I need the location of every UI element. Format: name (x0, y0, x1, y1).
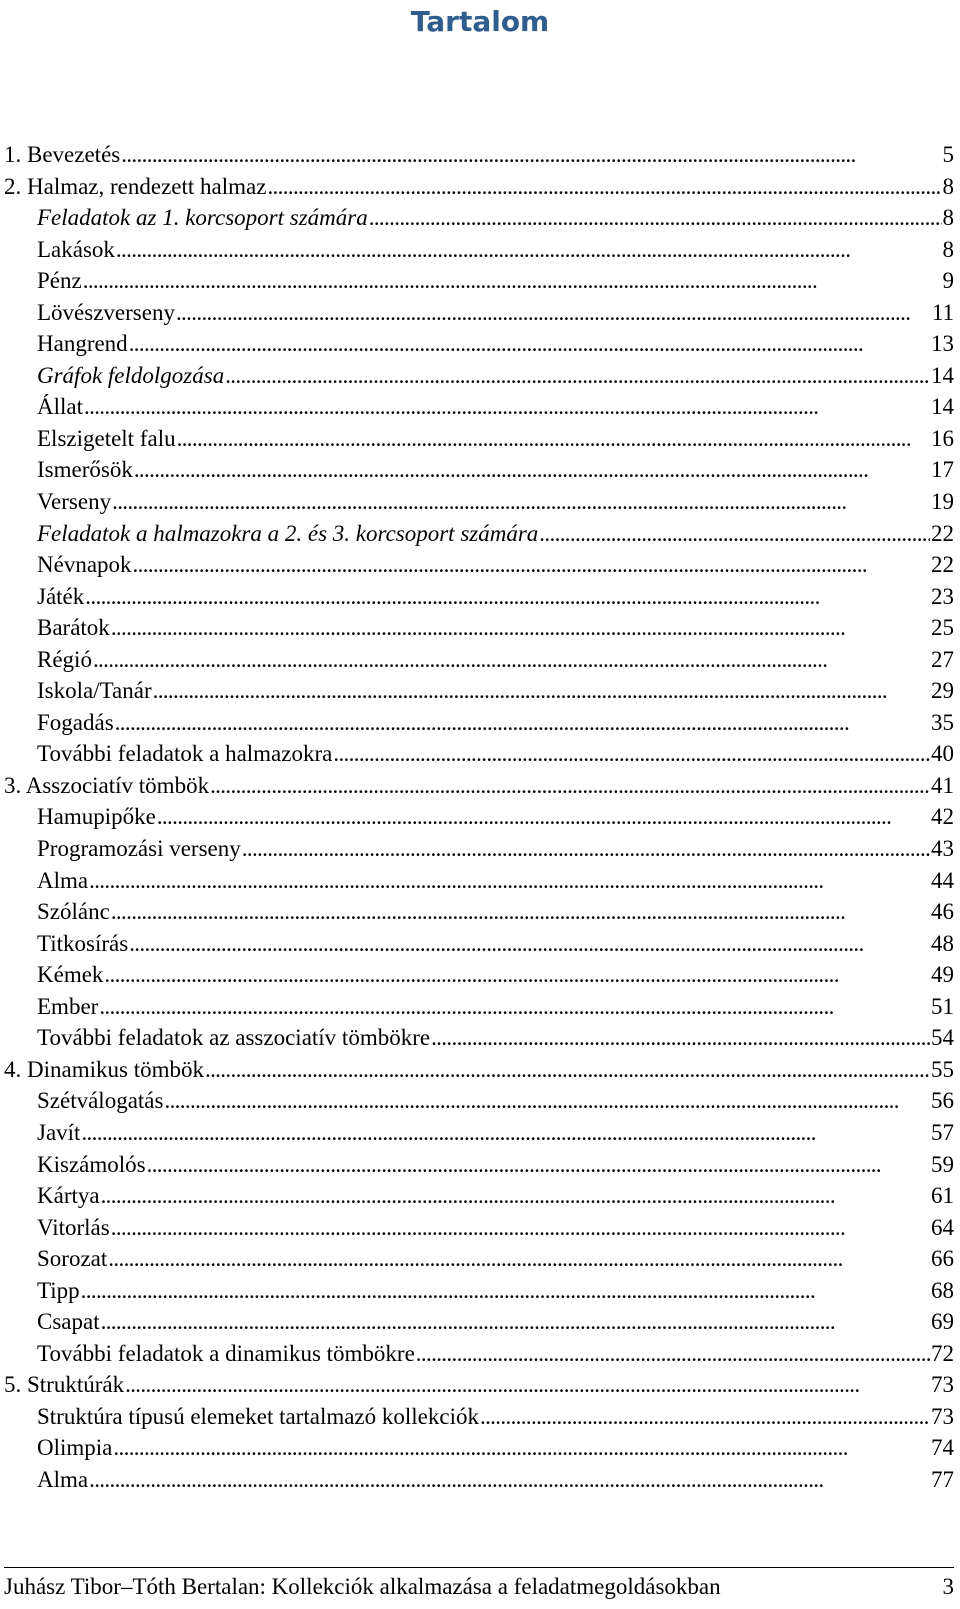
toc-entry-page-number: 43 (931, 836, 954, 862)
toc-entry-label: 2. Halmaz, rendezett halmaz (4, 173, 267, 199)
toc-entry-page-number: 54 (931, 1025, 954, 1051)
toc-entry-label: Alma (37, 867, 89, 893)
toc-entry-label: Régió (37, 646, 92, 672)
toc-entry[interactable] (4, 581, 954, 613)
toc-dot-leader (104, 959, 930, 991)
toc-entry-label: Iskola/Tanár (37, 678, 152, 704)
toc-entry-page-number: 14 (931, 394, 954, 420)
toc-entry-label: Kémek (37, 962, 104, 988)
toc-entry-page-number: 55 (931, 1056, 954, 1082)
toc-entry[interactable] (4, 328, 954, 360)
toc-entry-label: Titkosírás (37, 930, 129, 956)
toc-entry[interactable] (4, 896, 954, 928)
toc-entry-label: Verseny (37, 489, 112, 515)
toc-entry[interactable] (4, 234, 954, 266)
toc-dot-leader (205, 1054, 930, 1086)
toc-entry[interactable] (4, 644, 954, 676)
toc-entry-page-number: 40 (931, 741, 954, 767)
toc-entry[interactable] (4, 1085, 954, 1117)
toc-entry-page-number: 49 (931, 962, 954, 988)
toc-entry[interactable] (4, 707, 954, 739)
toc-entry-page-number: 68 (931, 1277, 954, 1303)
toc-dot-leader (133, 549, 930, 581)
toc-entry[interactable] (4, 265, 954, 297)
toc-entry[interactable] (4, 1243, 954, 1275)
toc-entry-page-number: 44 (931, 867, 954, 893)
toc-dot-leader (81, 1275, 930, 1307)
toc-dot-leader (116, 234, 942, 266)
toc-entry-label: Lakások (37, 236, 115, 262)
toc-dot-leader (111, 1212, 930, 1244)
toc-dot-leader (84, 391, 930, 423)
toc-entry-label: Névnapok (37, 552, 132, 578)
toc-dot-leader (177, 423, 930, 455)
toc-entry-page-number: 8 (942, 173, 954, 199)
toc-entry-page-number: 11 (931, 299, 954, 325)
toc-entry[interactable] (4, 139, 954, 171)
toc-entry-label: Ismerősök (37, 457, 133, 483)
toc-entry[interactable] (4, 360, 954, 392)
toc-dot-leader (431, 1022, 930, 1054)
toc-entry-label: Lövészverseny (37, 299, 175, 325)
toc-entry-label: Elszigetelt falu (37, 425, 176, 451)
toc-dot-leader (480, 1401, 930, 1433)
toc-dot-leader (416, 1338, 930, 1370)
page-title: Tartalom (410, 5, 550, 38)
toc-entry-page-number: 8 (942, 205, 954, 231)
toc-dot-leader (81, 1117, 930, 1149)
toc-entry[interactable] (4, 1338, 954, 1370)
toc-entry-label: Csapat (37, 1309, 100, 1335)
toc-entry-page-number: 61 (931, 1183, 954, 1209)
toc-dot-leader (121, 139, 941, 171)
toc-entry[interactable] (4, 1275, 954, 1307)
toc-entry-page-number: 73 (931, 1372, 954, 1398)
toc-entry-label: Olimpia (37, 1435, 113, 1461)
toc-entry[interactable] (4, 1464, 954, 1496)
toc-entry-page-number: 56 (931, 1088, 954, 1114)
toc-entry-label: Ember (37, 993, 99, 1019)
table-of-contents (4, 139, 954, 1496)
toc-entry-label: Hangrend (37, 331, 128, 357)
toc-dot-leader (539, 518, 930, 550)
toc-entry-label: 4. Dinamikus tömbök (4, 1056, 204, 1082)
toc-entry-label: Kiszámolós (37, 1151, 146, 1177)
toc-entry[interactable] (4, 738, 954, 770)
toc-entry-page-number: 29 (931, 678, 954, 704)
toc-entry-page-number: 74 (931, 1435, 954, 1461)
toc-entry-page-number: 16 (931, 425, 954, 451)
toc-dot-leader (157, 801, 930, 833)
toc-entry-label: Állat (37, 394, 83, 420)
toc-entry-label: További feladatok a halmazokra (37, 741, 333, 767)
toc-entry-page-number: 5 (942, 142, 954, 167)
toc-entry[interactable] (4, 1401, 954, 1433)
toc-entry-page-number: 57 (931, 1119, 954, 1145)
toc-entry-label: Szétválogatás (37, 1088, 164, 1114)
toc-dot-leader (134, 454, 930, 486)
toc-entry-page-number: 14 (931, 362, 954, 388)
toc-dot-leader (242, 833, 930, 865)
toc-entry[interactable] (4, 1180, 954, 1212)
toc-entry-page-number: 13 (931, 331, 954, 357)
toc-entry-label: Barátok (37, 615, 110, 641)
toc-dot-leader (89, 865, 930, 897)
toc-dot-leader (267, 171, 941, 203)
toc-entry-page-number: 66 (931, 1246, 954, 1272)
toc-entry-page-number: 17 (931, 457, 954, 483)
toc-entry-page-number: 73 (931, 1403, 954, 1429)
toc-entry[interactable] (4, 297, 954, 329)
toc-entry[interactable] (4, 675, 954, 707)
toc-dot-leader (333, 738, 930, 770)
toc-dot-leader (129, 928, 930, 960)
toc-dot-leader (112, 486, 930, 518)
toc-dot-leader (101, 1306, 930, 1338)
toc-dot-leader (125, 1369, 930, 1401)
toc-dot-leader (108, 1243, 930, 1275)
toc-dot-leader (101, 1180, 930, 1212)
toc-entry-page-number: 69 (931, 1309, 954, 1335)
toc-dot-leader (93, 644, 930, 676)
toc-dot-leader (369, 202, 942, 234)
toc-entry-page-number: 23 (931, 583, 954, 609)
toc-entry-label: Sorozat (37, 1246, 108, 1272)
toc-dot-leader (85, 581, 930, 613)
toc-dot-leader (129, 328, 930, 360)
toc-entry[interactable] (4, 1432, 954, 1464)
toc-entry-page-number: 51 (931, 993, 954, 1019)
footer-page-number: 3 (942, 1574, 954, 1599)
toc-entry-page-number: 46 (931, 899, 954, 925)
toc-entry[interactable] (4, 1369, 954, 1401)
toc-entry[interactable] (4, 1149, 954, 1181)
toc-entry-page-number: 64 (931, 1214, 954, 1240)
toc-dot-leader (89, 1464, 930, 1496)
toc-entry-page-number: 9 (942, 268, 954, 294)
toc-entry-label: 5. Struktúrák (4, 1372, 125, 1398)
toc-entry[interactable] (4, 612, 954, 644)
toc-entry-label: Gráfok feldolgozása (37, 362, 225, 388)
toc-dot-leader (210, 770, 930, 802)
toc-entry[interactable] (4, 1054, 954, 1086)
toc-entry[interactable] (4, 928, 954, 960)
toc-dot-leader (147, 1149, 930, 1181)
toc-entry-label: Játék (37, 583, 85, 609)
toc-entry-label: 3. Asszociatív tömbök (4, 772, 210, 798)
toc-entry[interactable] (4, 202, 954, 234)
toc-entry[interactable] (4, 549, 954, 581)
toc-entry[interactable] (4, 865, 954, 897)
toc-entry-page-number: 22 (931, 552, 954, 578)
toc-entry-page-number: 59 (931, 1151, 954, 1177)
toc-entry-page-number: 27 (931, 646, 954, 672)
toc-entry[interactable] (4, 1306, 954, 1338)
toc-entry[interactable] (4, 1212, 954, 1244)
toc-dot-leader (111, 896, 930, 928)
toc-entry-label: Alma (37, 1466, 89, 1492)
toc-entry-label: Fogadás (37, 709, 114, 735)
toc-dot-leader (111, 612, 930, 644)
toc-entry-label: Javít (37, 1119, 81, 1145)
toc-entry-label: További feladatok az asszociatív tömbökre (37, 1025, 431, 1051)
toc-entry[interactable] (4, 454, 954, 486)
toc-dot-leader (153, 675, 930, 707)
toc-dot-leader (225, 360, 930, 392)
toc-entry-page-number: 22 (931, 520, 954, 546)
toc-entry-label: Szólánc (37, 899, 110, 925)
toc-entry[interactable] (4, 518, 954, 550)
toc-dot-leader (113, 1432, 930, 1464)
toc-dot-leader (115, 707, 930, 739)
toc-entry-label: Pénz (37, 268, 82, 294)
toc-entry-page-number: 42 (931, 804, 954, 830)
toc-entry[interactable] (4, 423, 954, 455)
toc-entry[interactable] (4, 171, 954, 203)
toc-entry-label: Feladatok az 1. korcsoport számára (37, 205, 368, 231)
toc-entry-page-number: 8 (942, 236, 954, 262)
toc-entry-page-number: 77 (931, 1466, 954, 1492)
toc-entry[interactable] (4, 486, 954, 518)
toc-entry[interactable] (4, 959, 954, 991)
toc-entry[interactable] (4, 1022, 954, 1054)
toc-entry-page-number: 19 (931, 489, 954, 515)
toc-entry-label: Struktúra típusú elemeket tartalmazó kollekciók (37, 1403, 479, 1429)
toc-entry-label: Programozási verseny (37, 836, 241, 862)
toc-entry[interactable] (4, 770, 954, 802)
toc-entry-label: Hamupipőke (37, 804, 156, 830)
toc-entry-page-number: 25 (931, 615, 954, 641)
toc-entry-label: Vitorlás (37, 1214, 110, 1240)
toc-entry[interactable] (4, 801, 954, 833)
toc-dot-leader (164, 1085, 930, 1117)
toc-entry-label: Tipp (37, 1277, 80, 1303)
toc-dot-leader (99, 991, 930, 1023)
toc-entry[interactable] (4, 391, 954, 423)
toc-entry[interactable] (4, 991, 954, 1023)
footer-text: Juhász Tibor–Tóth Bertalan: Kollekciók alkalmazása a feladatmegoldásokban (4, 1574, 721, 1599)
toc-dot-leader (83, 265, 942, 297)
toc-entry-page-number: 72 (931, 1340, 954, 1366)
toc-entry-label: Feladatok a halmazokra a 2. és 3. korcsoport számára (37, 520, 539, 546)
toc-entry[interactable] (4, 1117, 954, 1149)
toc-entry[interactable] (4, 833, 954, 865)
toc-entry-label: További feladatok a dinamikus tömbökre (37, 1340, 415, 1366)
toc-dot-leader (176, 297, 931, 329)
toc-entry-page-number: 35 (931, 709, 954, 735)
page-footer (4, 1567, 954, 1602)
toc-entry-page-number: 48 (931, 930, 954, 956)
toc-entry-label: 1. Bevezetés (4, 142, 121, 167)
toc-entry-label: Kártya (37, 1183, 100, 1209)
toc-entry-page-number: 41 (931, 772, 954, 798)
